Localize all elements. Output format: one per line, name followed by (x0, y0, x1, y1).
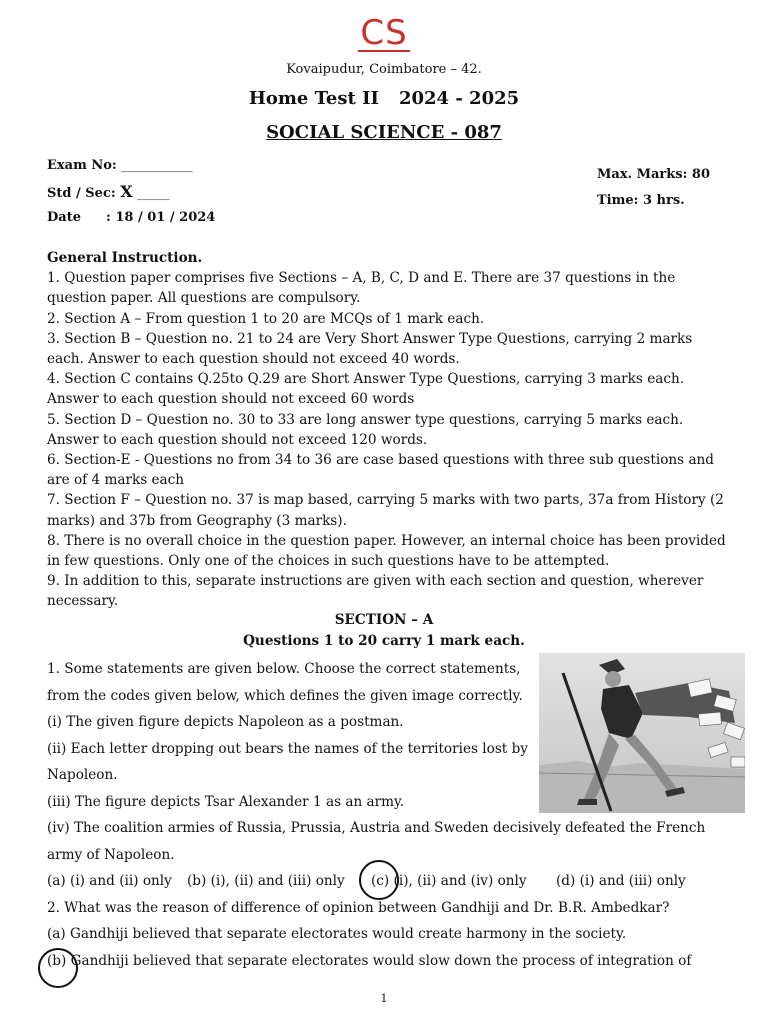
logo-text: CS (360, 13, 408, 53)
instructions-heading: General Instruction. (47, 250, 203, 266)
std-label: Std / Sec: (47, 186, 116, 201)
question-1-statement: army of Napoleon. (47, 846, 175, 863)
std-row (47, 183, 215, 209)
question-2-option-a: (a) Gandhiji believed that separate electorates would create harmony in the society. (47, 926, 627, 942)
exam-meta-right (597, 166, 710, 218)
instruction-item: 9. In addition to this, separate instructions are given with each section and question, wherever necessary. (47, 573, 704, 610)
subject-title: SOCIAL SCIENCE - 087 (266, 122, 502, 143)
question-1-statement: (iv) The coalition armies of Russia, Prussia, Austria and Sweden decisively defeated the French (47, 820, 706, 836)
option-c: (c) (i), (ii) and (iv) only (371, 873, 527, 889)
school-logo (0, 13, 768, 53)
date-label: Date (47, 210, 81, 225)
general-instructions (47, 248, 727, 612)
school-address: Kovaipudur, Coimbatore – 42. (286, 62, 482, 77)
instruction-item: 2. Section A – From question 1 to 20 are MCQs of 1 mark each. (47, 310, 485, 327)
question-1-stem: 1. Some statements are given below. Choose the correct statements, (47, 661, 521, 677)
test-title (0, 88, 768, 109)
instruction-item: 6. Section-E - Questions no from 34 to 36 are case based questions with three sub questions and are of 4 marks each (47, 452, 715, 489)
answer-mark-circle-q1 (359, 860, 399, 900)
page-number: 1 (380, 992, 388, 1005)
std-blank: _____ (137, 186, 170, 201)
answer-mark-circle-q2 (38, 948, 78, 988)
question-2-option-b: (b) Gandhiji believed that separate electorates would slow down the process of integration of (47, 952, 692, 969)
exam-time: Time: 3 hrs. (597, 193, 685, 208)
test-name: Home Test II (248, 88, 379, 109)
question-1-stem: from the codes given below, which defines the given image correctly. (47, 687, 523, 704)
exam-no-label: Exam No: (47, 158, 117, 173)
std-value: X (120, 182, 133, 201)
max-marks: Max. Marks: 80 (597, 167, 711, 182)
exam-meta-left (47, 157, 215, 235)
instruction-item: 1. Question paper comprises five Sections – A, B, C, D and E. There are 37 questions in the question paper. All questions are compulsory. (47, 270, 676, 307)
section-a-questions (47, 656, 747, 974)
instruction-item: 7. Section F – Question no. 37 is map based, carrying 5 marks with two parts, 37a from History (2 marks) and 37b from Geography (3 marks). (47, 492, 724, 529)
exam-no-row (47, 157, 215, 183)
option-b: (b) (i), (ii) and (iii) only (187, 873, 345, 889)
instruction-item: 3. Section B – Question no. 21 to 24 are Very Short Answer Type Questions, carrying 2 marks each. Answer to each question should not exceed 40 words. (47, 330, 693, 368)
question-1-statement: (iii) The figure depicts Tsar Alexander 1 as an army. (47, 793, 405, 810)
section-subtitle: Questions 1 to 20 carry 1 mark each. (243, 633, 525, 649)
option-a: (a) (i) and (ii) only (47, 873, 172, 889)
date-row (47, 209, 215, 235)
exam-no-blank: ___________ (121, 158, 193, 173)
instruction-item: 5. Section D – Question no. 30 to 33 are long answer type questions, carrying 5 marks each. Answer to each question should not exceed 120 words. (47, 411, 684, 448)
date-value: : 18 / 01 / 2024 (106, 210, 216, 225)
question-1-statement: (i) The given figure depicts Napoleon as a postman. (47, 714, 404, 730)
test-year: 2024 - 2025 (398, 88, 520, 109)
section-title: SECTION – A (334, 612, 434, 628)
question-1-statement: (ii) Each letter dropping out bears the names of the territories lost by (47, 740, 528, 757)
question-2-stem: 2. What was the reason of difference of opinion between Gandhiji and Dr. B.R. Ambedkar? (47, 899, 670, 916)
instruction-item: 8. There is no overall choice in the question paper. However, an internal choice has been provided in few questions. Only one of the choices in such questions have to be attempted. (47, 532, 726, 570)
option-d: (d) (i) and (iii) only (556, 873, 686, 889)
question-1-statement: Napoleon. (47, 767, 118, 783)
instruction-item: 4. Section C contains Q.25to Q.29 are Short Answer Type Questions, carrying 3 marks each. Answer to each question should not exceed 60 words (47, 371, 685, 408)
